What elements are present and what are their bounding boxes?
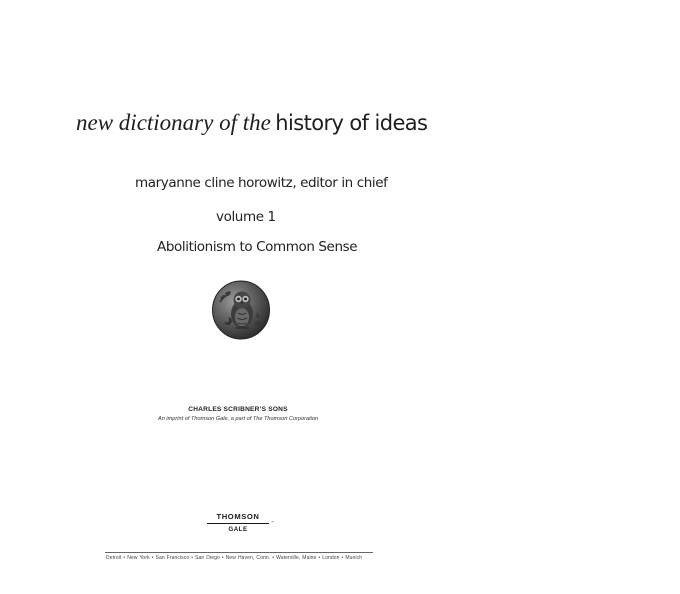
- divider: [105, 552, 373, 553]
- volume-subtitle: Abolitionism to Common Sense: [157, 239, 358, 255]
- svg-text:Α: Α: [255, 312, 261, 320]
- logo-top-text: THOMSON: [216, 512, 260, 521]
- publisher-block: [158, 406, 318, 422]
- thomson-gale-logo: [205, 512, 274, 533]
- publisher-cities: Detroit • New York • San Francisco • San Diego • New Haven, Conn. • Waterville, Maine • London • Munich: [106, 555, 363, 561]
- book-title-italic: new dictionary of the: [76, 110, 271, 135]
- book-title: [76, 110, 427, 136]
- book-title-roman: history of ideas: [275, 111, 428, 135]
- logo-bottom-text: GALE: [228, 526, 248, 533]
- publisher-imprint: An imprint of Thomson Gale, a part of The Thomson Corporation: [158, 416, 319, 422]
- publisher-name: CHARLES SCRIBNER’S SONS: [188, 406, 288, 413]
- trademark-mark: ™: [271, 520, 274, 524]
- volume-number: volume 1: [216, 209, 276, 225]
- owl-coin-icon: [211, 280, 271, 340]
- svg-text:Θ: Θ: [255, 320, 261, 328]
- editor-line: maryanne cline horowitz, editor in chief: [135, 175, 388, 191]
